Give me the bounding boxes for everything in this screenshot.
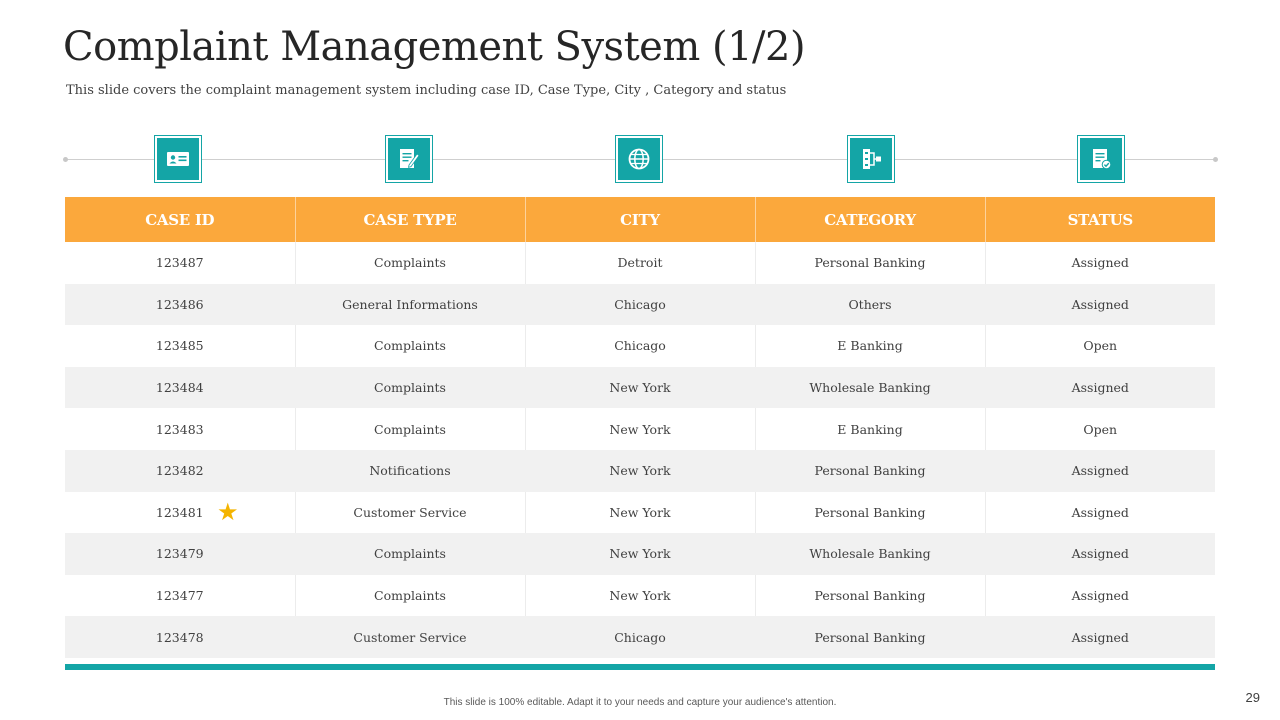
category-cell: Personal Banking — [755, 242, 985, 284]
city-cell: Chicago — [525, 616, 755, 658]
status-cell: Assigned — [985, 575, 1215, 617]
city-cell: New York — [525, 492, 755, 534]
status-cell: Assigned — [985, 492, 1215, 534]
case-type-cell: Notifications — [295, 450, 525, 492]
category-cell: E Banking — [755, 325, 985, 367]
status-icon-box — [1077, 135, 1125, 183]
case-id-cell: 123483 — [65, 408, 295, 450]
page-subtitle: This slide covers the complaint management system including case ID, Case Type, City , Category and status — [66, 83, 787, 98]
case-id-cell: 123479 — [65, 533, 295, 575]
column-header-category: CATEGORY — [755, 197, 985, 242]
city-cell: New York — [525, 450, 755, 492]
hierarchy-icon — [858, 146, 884, 172]
column-header-status: STATUS — [985, 197, 1215, 242]
case-type-icon-box — [385, 135, 433, 183]
case-id-cell: 123482 — [65, 450, 295, 492]
table-row — [65, 242, 1215, 284]
column-header-city: CITY — [525, 197, 755, 242]
case-type-cell: Complaints — [295, 242, 525, 284]
case-type-cell: Complaints — [295, 533, 525, 575]
status-cell: Open — [985, 325, 1215, 367]
case-id-cell: 123486 — [65, 284, 295, 326]
id-card-icon — [165, 146, 191, 172]
globe-icon — [626, 146, 652, 172]
table-bottom-accent-bar — [65, 664, 1215, 670]
star-icon: ★ — [217, 498, 239, 527]
category-cell: Wholesale Banking — [755, 533, 985, 575]
case-type-cell: Customer Service — [295, 616, 525, 658]
case-type-cell: Complaints — [295, 575, 525, 617]
status-cell: Assigned — [985, 284, 1215, 326]
status-cell: Assigned — [985, 450, 1215, 492]
case-id-cell: 123478 — [65, 616, 295, 658]
timeline-start-dot — [63, 157, 68, 162]
table-row — [65, 367, 1215, 409]
case-id-cell: 123484 — [65, 367, 295, 409]
city-cell: New York — [525, 575, 755, 617]
column-header-case-id: CASE ID — [65, 197, 295, 242]
case-id-cell: 123477 — [65, 575, 295, 617]
table-row — [65, 616, 1215, 658]
city-cell: New York — [525, 408, 755, 450]
complaints-table — [65, 197, 1215, 658]
column-header-case-type: CASE TYPE — [295, 197, 525, 242]
case-id-cell — [65, 492, 295, 534]
status-cell: Open — [985, 408, 1215, 450]
case-type-cell: Complaints — [295, 408, 525, 450]
status-cell: Assigned — [985, 367, 1215, 409]
table-row — [65, 533, 1215, 575]
city-icon-box — [615, 135, 663, 183]
timeline-end-dot — [1213, 157, 1218, 162]
category-cell: Wholesale Banking — [755, 367, 985, 409]
table-row — [65, 284, 1215, 326]
document-edit-icon — [396, 146, 422, 172]
page-title: Complaint Management System (1/2) — [63, 24, 806, 70]
category-cell: Personal Banking — [755, 575, 985, 617]
category-cell: Personal Banking — [755, 450, 985, 492]
table-header-row — [65, 197, 1215, 242]
case-type-cell: Complaints — [295, 325, 525, 367]
category-cell: Personal Banking — [755, 616, 985, 658]
category-icon-box — [847, 135, 895, 183]
case-id-text: 123481 — [155, 504, 204, 520]
status-cell: Assigned — [985, 533, 1215, 575]
footer-note: This slide is 100% editable. Adapt it to your needs and capture your audience's attention. — [443, 697, 837, 708]
status-cell: Assigned — [985, 242, 1215, 284]
table-row — [65, 492, 1215, 534]
page-number: 29 — [1245, 690, 1260, 705]
case-type-cell: Customer Service — [295, 492, 525, 534]
city-cell: Chicago — [525, 284, 755, 326]
case-id-icon-box — [154, 135, 202, 183]
case-type-cell: General Informations — [295, 284, 525, 326]
case-id-cell: 123485 — [65, 325, 295, 367]
table-row — [65, 575, 1215, 617]
city-cell: Chicago — [525, 325, 755, 367]
table-row — [65, 325, 1215, 367]
status-cell: Assigned — [985, 616, 1215, 658]
city-cell: Detroit — [525, 242, 755, 284]
city-cell: New York — [525, 367, 755, 409]
category-cell: Others — [755, 284, 985, 326]
category-cell: E Banking — [755, 408, 985, 450]
table-row — [65, 408, 1215, 450]
table-row — [65, 450, 1215, 492]
category-cell: Personal Banking — [755, 492, 985, 534]
city-cell: New York — [525, 533, 755, 575]
case-type-cell: Complaints — [295, 367, 525, 409]
case-id-cell: 123487 — [65, 242, 295, 284]
document-check-icon — [1088, 146, 1114, 172]
